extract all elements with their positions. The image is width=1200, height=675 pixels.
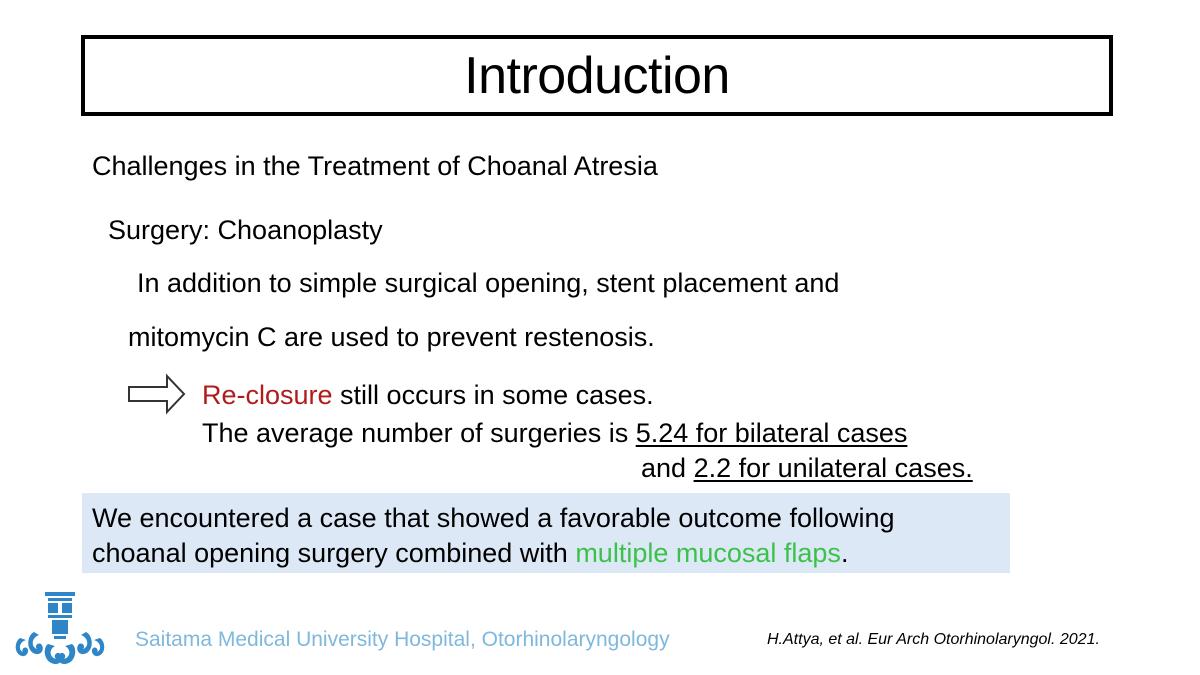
description-line-1: In addition to simple surgical opening, stent placement and (137, 268, 840, 298)
highlight-line-1: We encountered a case that showed a favorable outcome following (92, 503, 895, 533)
highlight-box (82, 493, 1010, 573)
highlight-line-2-prefix: choanal opening surgery combined with (92, 538, 576, 568)
footer-institution: Saitama Medical University Hospital, Otorhinolaryngology (135, 628, 670, 651)
highlight-line-2-suffix: . (840, 538, 849, 568)
double-arrow-right-icon (127, 372, 187, 416)
reclosure-rest: still occurs in some cases. (332, 380, 654, 410)
slide-subtitle: Challenges in the Treatment of Choanal Atresia (92, 151, 658, 181)
average-prefix: The average number of surgeries is (202, 418, 636, 448)
and-word: and (641, 453, 694, 483)
average-line-1 (202, 420, 907, 447)
average-line-2 (641, 455, 973, 482)
citation: H.Attya, et al. Eur Arch Otorhinolaryngol. 2021. (767, 631, 1100, 648)
highlight-line-2 (92, 540, 848, 567)
reclosure-line (202, 382, 654, 409)
title-box (81, 35, 1113, 116)
slide-title: Introduction (464, 46, 730, 105)
university-logo-icon (12, 590, 108, 670)
surgery-line: Surgery: Choanoplasty (108, 215, 383, 245)
bilateral-value: 5.24 for bilateral cases (635, 418, 908, 448)
reclosure-highlight: Re-closure (202, 380, 333, 410)
description-line-2: mitomycin C are used to prevent restenosis. (128, 322, 655, 352)
unilateral-value: 2.2 for unilateral cases. (693, 453, 973, 483)
mucosal-flaps-highlight: multiple mucosal flaps (575, 538, 841, 568)
